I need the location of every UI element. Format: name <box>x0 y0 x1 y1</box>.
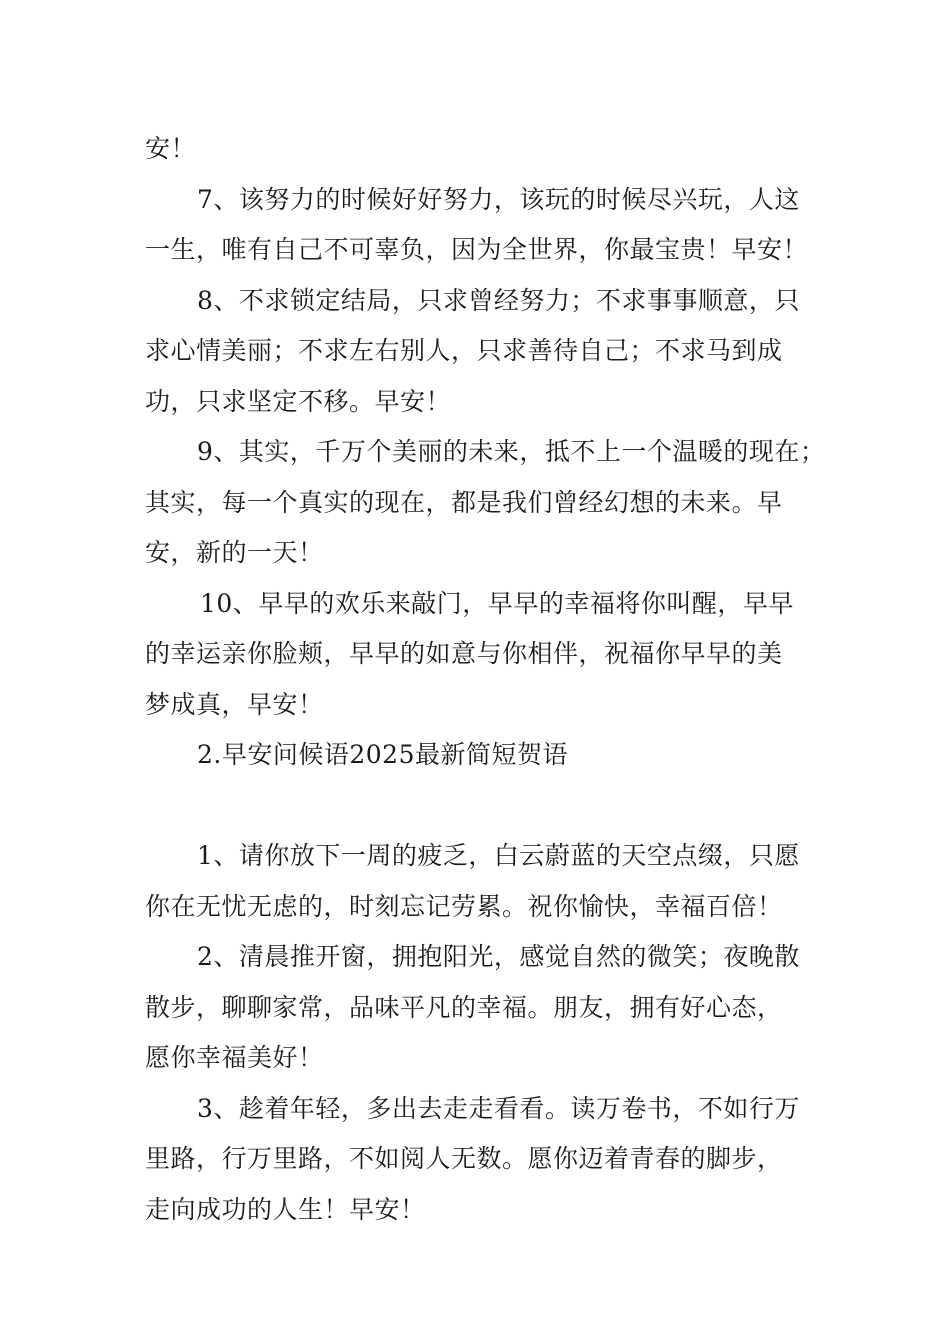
text-line: 3、趁着年轻，多出去走走看看。读万卷书，不如行万 <box>197 1093 800 1123</box>
text-line: 9、其实，千万个美丽的未来，抵不上一个温暖的现在； <box>197 437 826 466</box>
text-line: 其实，每一个真实的现在，都是我们曾经幻想的未来。早 <box>145 487 783 517</box>
list-item-8 <box>145 276 825 428</box>
text-line: 梦成真，早安！ <box>145 689 324 719</box>
text-line: 散步，聊聊家常，品味平凡的幸福。朋友，拥有好心态， <box>145 992 783 1022</box>
text-line: 一生，唯有自己不可辜负，因为全世界，你最宝贵！早安！ <box>145 235 809 264</box>
text-line: 你在无忧无虑的，时刻忘记劳累。祝你愉快，幸福百倍！ <box>145 891 783 921</box>
paragraph-fragment <box>145 124 825 175</box>
list-item-7 <box>145 175 825 276</box>
text-line: 安！ <box>145 134 197 163</box>
list-item-1 <box>145 831 825 932</box>
document-body <box>145 124 825 1235</box>
section-heading <box>145 730 825 781</box>
text-line: 里路，行万里路，不如阅人无数。愿你迈着青春的脚步， <box>145 1144 783 1173</box>
text-line: 安，新的一天！ <box>145 538 324 567</box>
text-line: 2、清晨推开窗，拥抱阳光，感觉自然的微笑；夜晚散 <box>197 942 800 971</box>
list-item-10 <box>145 579 825 731</box>
text-line: 走向成功的人生！早安！ <box>145 1194 426 1224</box>
text-line: 10、早早的欢乐来敲门，早早的幸福将你叫醒，早早 <box>200 588 794 618</box>
text-line: 求心情美丽；不求左右别人，只求善待自己；不求马到成 <box>145 336 783 365</box>
section-title: 2.早安问候语2025最新简短贺语 <box>197 740 568 769</box>
text-line: 1、请你放下一周的疲乏，白云蔚蓝的天空点缀，只愿 <box>197 841 800 870</box>
list-item-9 <box>145 427 825 579</box>
blank-line <box>145 781 825 832</box>
text-line: 功，只求坚定不移。早安！ <box>145 386 452 416</box>
text-line: 愿你幸福美好！ <box>145 1043 324 1072</box>
text-line: 的幸运亲你脸颊，早早的如意与你相伴，祝福你早早的美 <box>145 639 783 668</box>
text-line: 7、该努力的时候好好努力，该玩的时候尽兴玩，人这 <box>197 184 800 214</box>
text-line: 8、不求锁定结局，只求曾经努力；不求事事顺意，只 <box>197 285 800 315</box>
list-item-3 <box>145 1084 825 1236</box>
list-item-2 <box>145 932 825 1084</box>
